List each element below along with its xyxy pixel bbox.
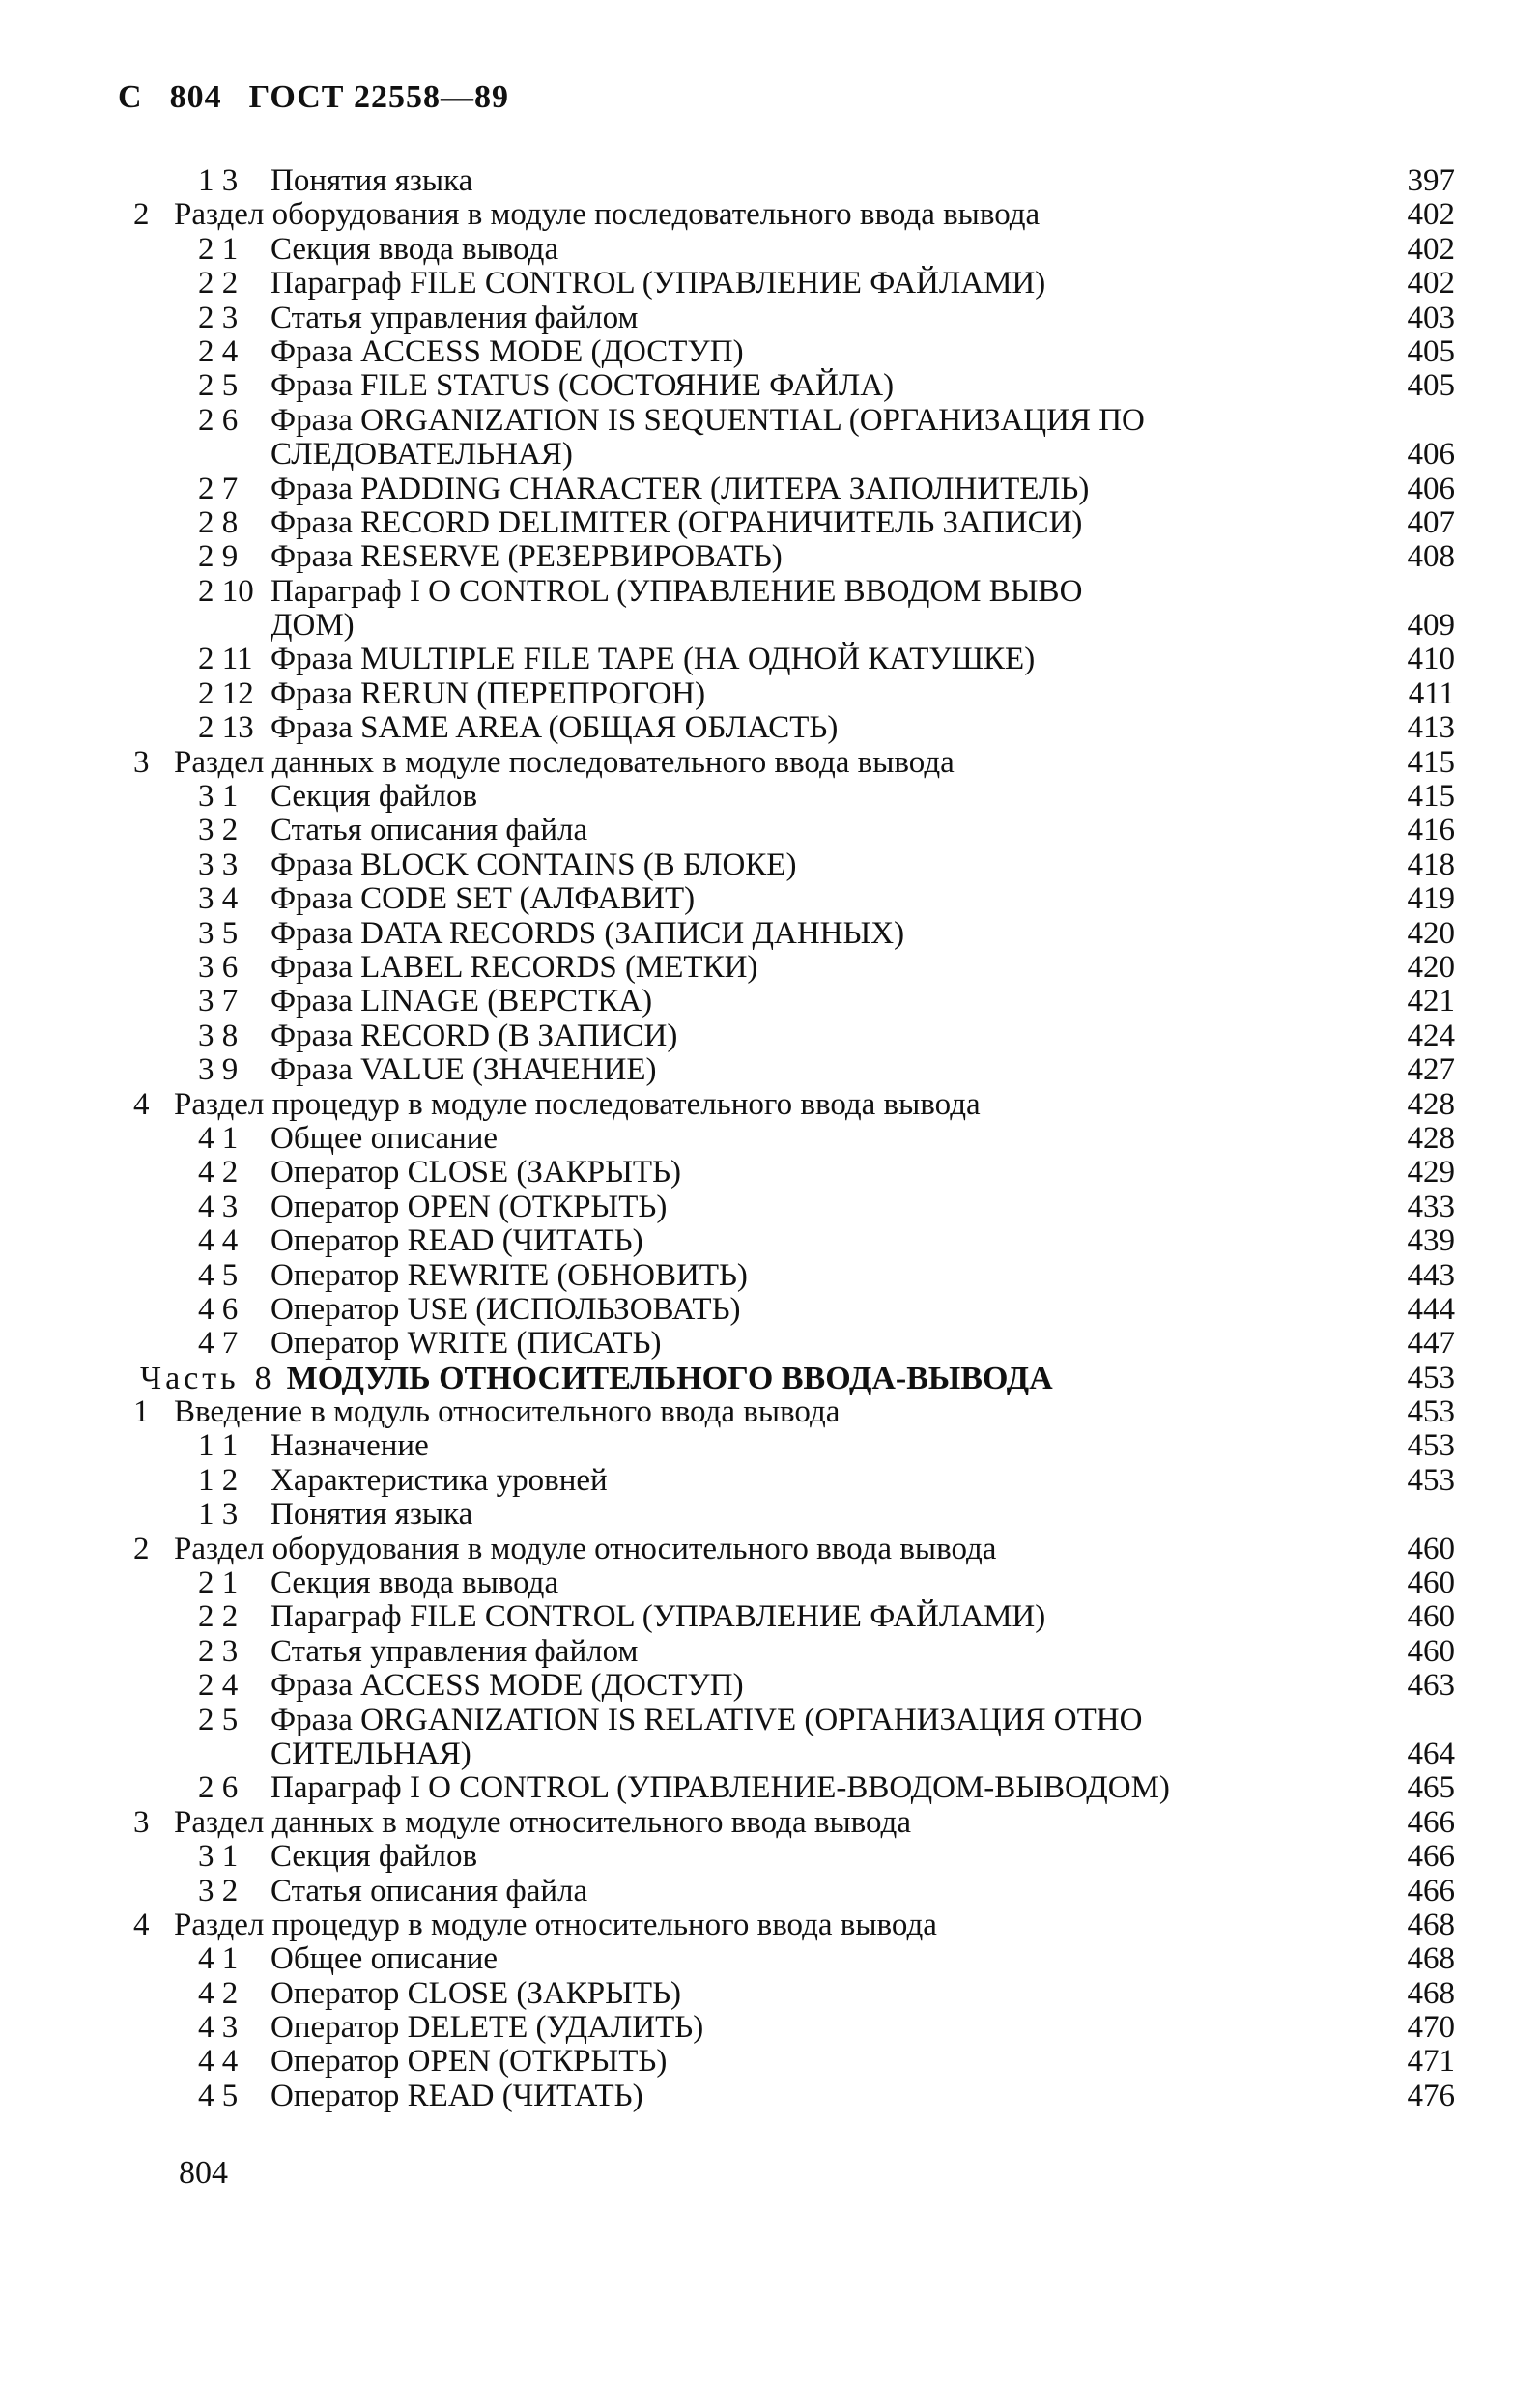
toc-entry-page: 460 bbox=[1407, 1531, 1455, 1566]
toc-entry-page: 464 bbox=[1407, 1736, 1455, 1771]
toc-entry bbox=[0, 1875, 1540, 1908]
toc-entry bbox=[0, 473, 1540, 506]
toc-entry bbox=[0, 1806, 1540, 1840]
toc-entry-title: Понятия языка bbox=[271, 1497, 473, 1533]
toc-entry bbox=[0, 1771, 1540, 1805]
toc-entry bbox=[0, 1533, 1540, 1566]
toc-entry bbox=[0, 301, 1540, 335]
toc-entry-page: 470 bbox=[1407, 2010, 1455, 2046]
toc-entry-number: 3 6 bbox=[198, 949, 239, 985]
toc-entry bbox=[0, 2080, 1540, 2113]
toc-entry-page: 465 bbox=[1407, 1770, 1455, 1806]
toc-entry bbox=[0, 233, 1540, 267]
toc-entry bbox=[0, 404, 1540, 438]
toc-entry-title: Фраза BLOCK CONTAINS (В БЛОКЕ) bbox=[271, 847, 797, 882]
toc-entry-title: Фраза LABEL RECORDS (МЕТКИ) bbox=[271, 949, 758, 985]
toc-entry-page: 420 bbox=[1407, 949, 1455, 985]
toc-entry-number: 2 5 bbox=[198, 1702, 239, 1737]
toc-entry-page: 453 bbox=[1407, 1394, 1455, 1430]
toc-entry-number: 4 bbox=[133, 1907, 150, 1942]
toc-entry-title: Фраза RESERVE (РЕЗЕРВИРОВАТЬ) bbox=[271, 539, 783, 575]
toc-entry-page: 460 bbox=[1407, 1633, 1455, 1669]
toc-entry bbox=[0, 814, 1540, 847]
footer-page-number: 804 bbox=[179, 2155, 228, 2191]
toc-entry-number: 2 2 bbox=[198, 1599, 239, 1635]
toc-entry-page: 402 bbox=[1407, 197, 1455, 233]
toc-entry-title: Секция ввода вывода bbox=[271, 1565, 559, 1601]
toc-entry bbox=[0, 609, 1540, 643]
toc-entry-number: 3 1 bbox=[198, 1839, 239, 1875]
toc-entry bbox=[0, 711, 1540, 745]
toc-entry-page: 429 bbox=[1407, 1155, 1455, 1191]
toc-entry-number: 4 5 bbox=[198, 2078, 239, 2113]
toc-entry-number: 3 bbox=[133, 1804, 150, 1840]
toc-entry-page: 460 bbox=[1407, 1599, 1455, 1635]
toc-entry bbox=[0, 1122, 1540, 1156]
toc-entry-number: 2 3 bbox=[198, 1633, 239, 1669]
toc-entry-number: 2 2 bbox=[198, 266, 239, 301]
toc-entry-title: Фраза RERUN (ПЕРЕПРОГОН) bbox=[271, 675, 706, 711]
toc-entry-title: Фраза DATA RECORDS (ЗАПИСИ ДАННЫХ) bbox=[271, 915, 905, 951]
toc-entry bbox=[0, 1224, 1540, 1258]
toc-entry-title: Раздел процедур в модуле последовательного ввода вывода bbox=[174, 1086, 981, 1122]
toc-entry-title: Фраза RECORD (В ЗАПИСИ) bbox=[271, 1018, 678, 1053]
toc-entry-number: 3 5 bbox=[198, 915, 239, 951]
toc-entry-number: 4 1 bbox=[198, 1941, 239, 1977]
toc-entry bbox=[0, 951, 1540, 985]
toc-entry-title: Раздел данных в модуле последовательного ввода вывода bbox=[174, 744, 955, 780]
toc-entry-title: Статья управления файлом bbox=[271, 1633, 639, 1669]
toc-entry-title: Введение в модуль относительного ввода вывода bbox=[174, 1394, 841, 1430]
toc-entry bbox=[0, 746, 1540, 780]
toc-entry-page: 460 bbox=[1407, 1565, 1455, 1601]
toc-entry-title: Оператор REWRITE (ОБНОВИТЬ) bbox=[271, 1257, 748, 1293]
toc-entry-title: СИТЕЛЬНАЯ) bbox=[271, 1736, 471, 1771]
toc-entry-title: Фраза PADDING CHARACTER (ЛИТЕРА ЗАПОЛНИТЕЛЬ) bbox=[271, 471, 1090, 506]
toc-entry bbox=[0, 1156, 1540, 1190]
toc-entry-number: 3 9 bbox=[198, 1052, 239, 1088]
header-letter: С bbox=[118, 79, 143, 115]
toc-entry bbox=[0, 1669, 1540, 1703]
toc-entry-title: Фраза VALUE (ЗНАЧЕНИЕ) bbox=[271, 1052, 657, 1088]
toc-entry-number: 2 11 bbox=[198, 642, 253, 677]
toc-entry-page: 403 bbox=[1407, 300, 1455, 335]
toc-entry-title: Оператор READ (ЧИТАТЬ) bbox=[271, 2078, 643, 2113]
toc-entry bbox=[0, 882, 1540, 916]
toc-entry-title: Раздел данных в модуле относительного ввода вывода bbox=[174, 1804, 911, 1840]
toc-entry bbox=[0, 506, 1540, 540]
toc-entry-title: Параграф FILE CONTROL (УПРАВЛЕНИЕ ФАЙЛАМИ) bbox=[271, 266, 1046, 301]
toc-entry-number: 1 3 bbox=[198, 163, 239, 198]
toc-entry-page: 397 bbox=[1407, 163, 1455, 198]
toc-entry bbox=[0, 1977, 1540, 2011]
toc-entry-title: Статья описания файла bbox=[271, 1873, 588, 1908]
toc-entry-number: 4 7 bbox=[198, 1326, 239, 1362]
toc-entry-title: Раздел оборудования в модуле последовательного ввода вывода bbox=[174, 197, 1041, 233]
toc-entry-number: 2 bbox=[133, 197, 150, 233]
toc-entry-title: Секция ввода вывода bbox=[271, 231, 559, 267]
toc-entry-number: 4 6 bbox=[198, 1291, 239, 1327]
toc-entry-page: 413 bbox=[1407, 710, 1455, 746]
toc-entry-title: Статья описания файла bbox=[271, 813, 588, 848]
toc-entry-page: 466 bbox=[1407, 1839, 1455, 1875]
toc-entry-title: Секция файлов bbox=[271, 779, 478, 815]
toc-entry-title: Параграф I O CONTROL (УПРАВЛЕНИЕ ВВОДОМ ВЫВО bbox=[271, 573, 1083, 609]
toc-entry-page: 453 bbox=[1407, 1428, 1455, 1464]
toc-entry-page: 468 bbox=[1407, 1975, 1455, 2011]
toc-entry-title: Оператор USE (ИСПОЛЬЗОВАТЬ) bbox=[271, 1291, 741, 1327]
toc-entry-title: Оператор WRITE (ПИСАТЬ) bbox=[271, 1326, 662, 1362]
toc-entry-title: Параграф FILE CONTROL (УПРАВЛЕНИЕ ФАЙЛАМИ) bbox=[271, 1599, 1046, 1635]
toc-entry-number: 2 10 bbox=[198, 573, 254, 609]
header-page-number: 804 bbox=[169, 79, 222, 115]
toc-entry bbox=[0, 438, 1540, 472]
header-standard: ГОСТ 22558—89 bbox=[248, 79, 509, 115]
toc-entry bbox=[0, 369, 1540, 403]
toc-entry-title: Фраза MULTIPLE FILE TAPE (НА ОДНОЙ КАТУШКЕ) bbox=[271, 642, 1036, 677]
toc-entry-page: 453 bbox=[1407, 1462, 1455, 1498]
toc-entry-number: 4 4 bbox=[198, 2044, 239, 2080]
toc-entry-page: 419 bbox=[1407, 881, 1455, 917]
toc-entry-page: 416 bbox=[1407, 813, 1455, 848]
toc-entry-page: 471 bbox=[1407, 2044, 1455, 2080]
table-of-contents bbox=[0, 164, 1540, 2113]
toc-entry bbox=[0, 164, 1540, 198]
toc-entry bbox=[0, 1293, 1540, 1327]
toc-entry-number: 4 3 bbox=[198, 1189, 239, 1224]
toc-entry-title: Общее описание bbox=[271, 1120, 499, 1156]
toc-entry-number: 2 1 bbox=[198, 231, 239, 267]
toc-entry-number: 2 6 bbox=[198, 402, 239, 438]
toc-entry bbox=[0, 1019, 1540, 1053]
toc-entry-page: 420 bbox=[1407, 915, 1455, 951]
page-header bbox=[118, 79, 536, 116]
toc-entry-number: 4 2 bbox=[198, 1975, 239, 2011]
toc-entry bbox=[0, 848, 1540, 882]
toc-entry bbox=[0, 1600, 1540, 1634]
toc-entry-number: 3 8 bbox=[198, 1018, 239, 1053]
toc-entry bbox=[0, 1191, 1540, 1224]
toc-entry-page: 476 bbox=[1407, 2078, 1455, 2113]
toc-entry-page: 406 bbox=[1407, 437, 1455, 473]
toc-entry-title: Понятия языка bbox=[271, 163, 473, 198]
toc-part-name: МОДУЛЬ ОТНОСИТЕЛЬНОГО ВВОДА-ВЫВОДА bbox=[286, 1360, 1053, 1396]
toc-entry-page: 424 bbox=[1407, 1018, 1455, 1053]
toc-entry-title: Оператор CLOSE (ЗАКРЫТЬ) bbox=[271, 1975, 682, 2011]
toc-entry-number: 2 3 bbox=[198, 300, 239, 335]
toc-entry-title: Оператор OPEN (ОТКРЫТЬ) bbox=[271, 1189, 668, 1224]
toc-entry-title: Оператор DELETE (УДАЛИТЬ) bbox=[271, 2010, 704, 2046]
toc-entry bbox=[0, 198, 1540, 232]
toc-entry bbox=[0, 1840, 1540, 1874]
toc-entry-page: 409 bbox=[1407, 608, 1455, 644]
toc-entry-page: 415 bbox=[1407, 779, 1455, 815]
toc-entry-number: 1 1 bbox=[198, 1428, 239, 1464]
toc-entry-title: Раздел оборудования в модуле относительного ввода вывода bbox=[174, 1531, 997, 1566]
toc-entry-number: 2 6 bbox=[198, 1770, 239, 1806]
toc-entry-title: Фраза ORGANIZATION IS RELATIVE (ОРГАНИЗАЦИЯ ОТНО bbox=[271, 1702, 1143, 1737]
toc-entry-page: 444 bbox=[1407, 1291, 1455, 1327]
toc-entry-page: 433 bbox=[1407, 1189, 1455, 1224]
toc-entry-number: 2 1 bbox=[198, 1565, 239, 1601]
toc-entry-page: 439 bbox=[1407, 1223, 1455, 1259]
toc-entry bbox=[0, 917, 1540, 951]
toc-entry bbox=[0, 575, 1540, 609]
toc-entry-page: 410 bbox=[1407, 642, 1455, 677]
toc-entry-number: 3 4 bbox=[198, 881, 239, 917]
toc-part-number: 8 bbox=[254, 1360, 271, 1396]
toc-entry-number: 1 bbox=[133, 1394, 150, 1430]
toc-entry bbox=[0, 1088, 1540, 1122]
toc-entry-number: 3 2 bbox=[198, 813, 239, 848]
toc-entry-page: 418 bbox=[1407, 847, 1455, 882]
toc-entry-number: 2 4 bbox=[198, 333, 239, 369]
toc-entry-title: Фраза SAME AREA (ОБЩАЯ ОБЛАСТЬ) bbox=[271, 710, 839, 746]
toc-entry-page: 402 bbox=[1407, 231, 1455, 267]
toc-entry bbox=[0, 540, 1540, 574]
toc-entry-title: Оператор READ (ЧИТАТЬ) bbox=[271, 1223, 643, 1259]
toc-entry-number: 3 3 bbox=[198, 847, 239, 882]
toc-entry-number: 4 4 bbox=[198, 1223, 239, 1259]
toc-entry-number: 3 7 bbox=[198, 984, 239, 1019]
toc-entry bbox=[0, 335, 1540, 369]
toc-entry-title: Фраза FILE STATUS (СОСТОЯНИЕ ФАЙЛА) bbox=[271, 368, 895, 404]
toc-entry-title: ДОМ) bbox=[271, 608, 355, 644]
toc-entry-page: 407 bbox=[1407, 504, 1455, 540]
toc-entry-page: 447 bbox=[1407, 1326, 1455, 1362]
toc-entry-number: 4 bbox=[133, 1086, 150, 1122]
toc-entry bbox=[0, 267, 1540, 301]
toc-entry-number: 2 13 bbox=[198, 710, 254, 746]
toc-entry bbox=[0, 1704, 1540, 1737]
toc-entry bbox=[0, 677, 1540, 711]
toc-entry-page: 408 bbox=[1407, 539, 1455, 575]
toc-entry-title: Раздел процедур в модуле относительного ввода вывода bbox=[174, 1907, 937, 1942]
toc-entry-number: 2 bbox=[133, 1531, 150, 1566]
toc-entry bbox=[0, 2045, 1540, 2079]
toc-entry-number: 3 bbox=[133, 744, 150, 780]
toc-entry-number: 2 12 bbox=[198, 675, 254, 711]
toc-entry-number: 2 4 bbox=[198, 1668, 239, 1704]
toc-entry bbox=[0, 1053, 1540, 1087]
toc-entry-page: 427 bbox=[1407, 1052, 1455, 1088]
toc-entry-title: Фраза RECORD DELIMITER (ОГРАНИЧИТЕЛЬ ЗАПИСИ) bbox=[271, 504, 1083, 540]
toc-entry-page: 428 bbox=[1407, 1086, 1455, 1122]
toc-entry-title: Фраза CODE SET (АЛФАВИТ) bbox=[271, 881, 696, 917]
toc-entry bbox=[0, 1737, 1540, 1771]
toc-entry-title: Общее описание bbox=[271, 1941, 499, 1977]
toc-part-title bbox=[140, 1362, 1053, 1395]
toc-entry-number: 4 3 bbox=[198, 2010, 239, 2046]
toc-entry-page: 415 bbox=[1407, 744, 1455, 780]
toc-entry-title: Фраза LINAGE (ВЕРСТКА) bbox=[271, 984, 653, 1019]
toc-entry bbox=[0, 1259, 1540, 1293]
toc-entry-page: 468 bbox=[1407, 1907, 1455, 1942]
toc-entry bbox=[0, 1395, 1540, 1429]
toc-entry-title: Параграф I O CONTROL (УПРАВЛЕНИЕ-ВВОДОМ-ВЫВОДОМ) bbox=[271, 1770, 1170, 1806]
toc-entry bbox=[0, 1908, 1540, 1942]
toc-entry-number: 2 7 bbox=[198, 471, 239, 506]
toc-entry-title: СЛЕДОВАТЕЛЬНАЯ) bbox=[271, 437, 573, 473]
toc-entry bbox=[0, 1429, 1540, 1463]
toc-entry-title: Характеристика уровней bbox=[271, 1462, 608, 1498]
toc-entry-title: Оператор OPEN (ОТКРЫТЬ) bbox=[271, 2044, 668, 2080]
toc-entry-title: Фраза ACCESS MODE (ДОСТУП) bbox=[271, 333, 744, 369]
toc-entry bbox=[0, 985, 1540, 1019]
toc-entry-number: 2 9 bbox=[198, 539, 239, 575]
toc-entry bbox=[0, 1464, 1540, 1498]
toc-entry-page: 405 bbox=[1407, 368, 1455, 404]
toc-entry-number: 4 5 bbox=[198, 1257, 239, 1293]
toc-entry-page: 463 bbox=[1407, 1668, 1455, 1704]
toc-entry-number: 2 5 bbox=[198, 368, 239, 404]
toc-entry bbox=[0, 1498, 1540, 1532]
toc-entry bbox=[0, 1327, 1540, 1361]
toc-entry bbox=[0, 780, 1540, 814]
toc-entry-page: 443 bbox=[1407, 1257, 1455, 1293]
toc-entry bbox=[0, 643, 1540, 676]
toc-entry-page: 453 bbox=[1407, 1360, 1455, 1395]
toc-entry-title: Назначение bbox=[271, 1428, 429, 1464]
toc-entry-page: 468 bbox=[1407, 1941, 1455, 1977]
toc-entry-title: Оператор CLOSE (ЗАКРЫТЬ) bbox=[271, 1155, 682, 1191]
toc-entry-page: 428 bbox=[1407, 1120, 1455, 1156]
toc-entry-page: 466 bbox=[1407, 1804, 1455, 1840]
toc-entry-number: 4 1 bbox=[198, 1120, 239, 1156]
toc-part-label: Часть bbox=[140, 1360, 240, 1396]
toc-entry-page: 406 bbox=[1407, 471, 1455, 506]
toc-entry-page: 466 bbox=[1407, 1873, 1455, 1908]
toc-entry-number: 1 3 bbox=[198, 1497, 239, 1533]
toc-entry-title: Секция файлов bbox=[271, 1839, 478, 1875]
toc-entry bbox=[0, 1566, 1540, 1600]
toc-entry-page: 405 bbox=[1407, 333, 1455, 369]
toc-entry bbox=[0, 1635, 1540, 1669]
toc-entry-title: Статья управления файлом bbox=[271, 300, 639, 335]
toc-entry bbox=[0, 2011, 1540, 2045]
toc-entry-page: 421 bbox=[1407, 984, 1455, 1019]
toc-part-heading bbox=[0, 1362, 1540, 1395]
toc-entry-title: Фраза ORGANIZATION IS SEQUENTIAL (ОРГАНИЗАЦИЯ ПО bbox=[271, 402, 1145, 438]
toc-entry-number: 3 1 bbox=[198, 779, 239, 815]
toc-entry-page: 402 bbox=[1407, 266, 1455, 301]
toc-entry-number: 2 8 bbox=[198, 504, 239, 540]
toc-entry-page: 411 bbox=[1408, 675, 1455, 711]
toc-entry-number: 1 2 bbox=[198, 1462, 239, 1498]
toc-entry-title: Фраза ACCESS MODE (ДОСТУП) bbox=[271, 1668, 744, 1704]
toc-entry-number: 3 2 bbox=[198, 1873, 239, 1908]
toc-entry-number: 4 2 bbox=[198, 1155, 239, 1191]
toc-entry bbox=[0, 1942, 1540, 1976]
